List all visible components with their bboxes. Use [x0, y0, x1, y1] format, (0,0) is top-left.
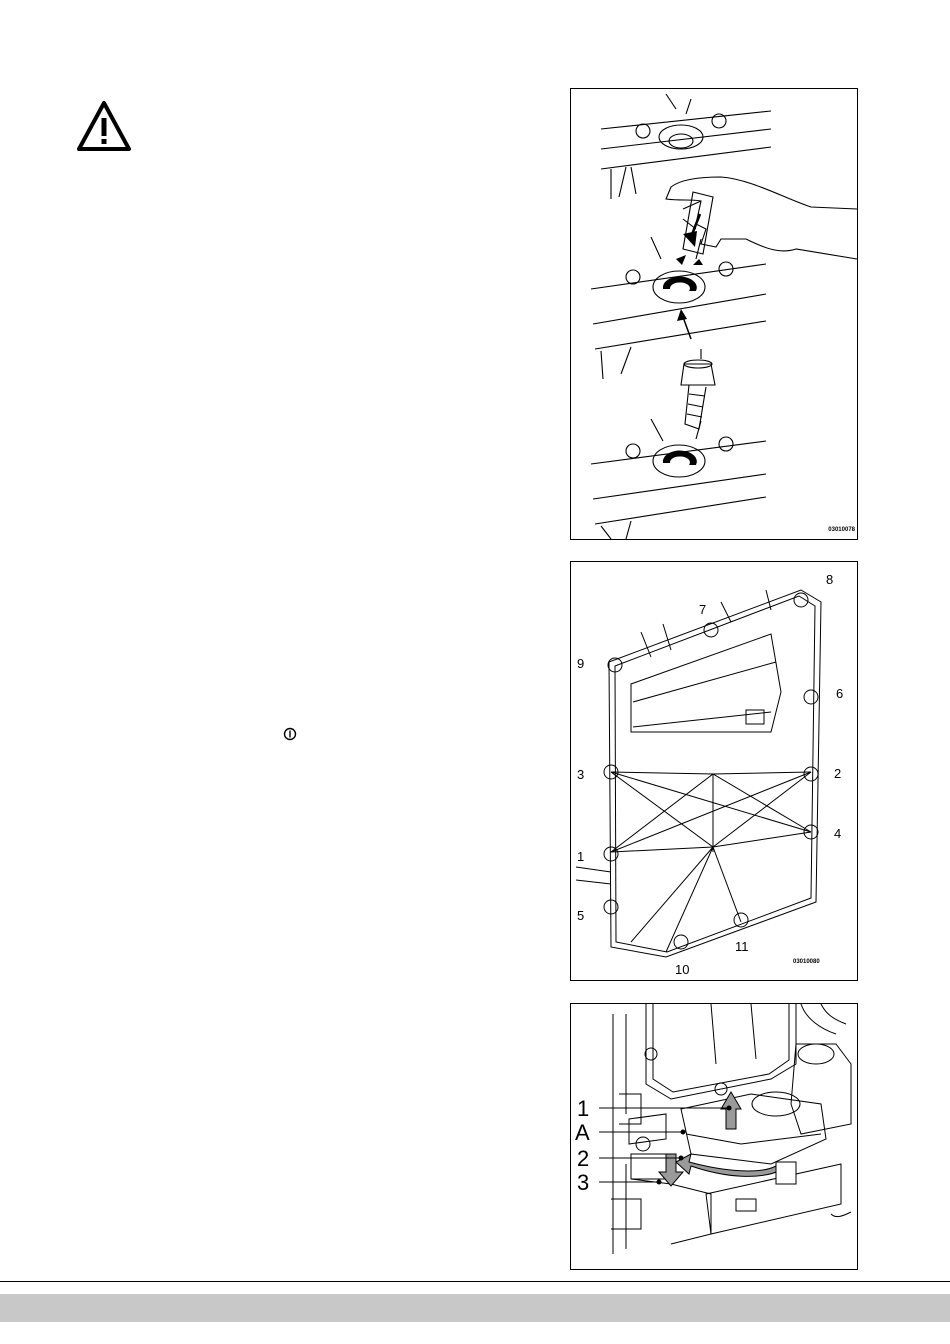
label-3: 3: [577, 1170, 590, 1195]
label-1: 1: [577, 1096, 590, 1121]
sensor-seal-drawing: [571, 89, 857, 539]
info-icon: [283, 727, 297, 741]
label-10: 10: [675, 962, 690, 977]
label-1: 1: [577, 849, 585, 864]
figure-sensor-seal: [570, 88, 858, 540]
label-3: 3: [577, 767, 585, 782]
label-7: 7: [699, 602, 707, 617]
footer-band: [0, 1294, 950, 1322]
figure-cover-screw-sequence: [570, 561, 858, 981]
figure-code: 03010078: [828, 527, 855, 533]
label-6: 6: [836, 686, 844, 701]
cover-drawing: [571, 562, 857, 980]
label-4: 4: [834, 826, 842, 841]
label-2: 2: [834, 766, 842, 781]
label-2: 2: [577, 1146, 590, 1171]
label-A: A: [575, 1120, 590, 1145]
label-11: 11: [735, 939, 749, 954]
footer-rule: [0, 1281, 950, 1282]
label-9: 9: [577, 656, 585, 671]
burner-drawing: [571, 1004, 857, 1269]
label-8: 8: [826, 572, 834, 587]
figure-burner-removal: [570, 1003, 858, 1270]
label-5: 5: [577, 908, 585, 923]
figure-code: 03010080: [793, 959, 820, 965]
warning-icon: [76, 100, 132, 152]
